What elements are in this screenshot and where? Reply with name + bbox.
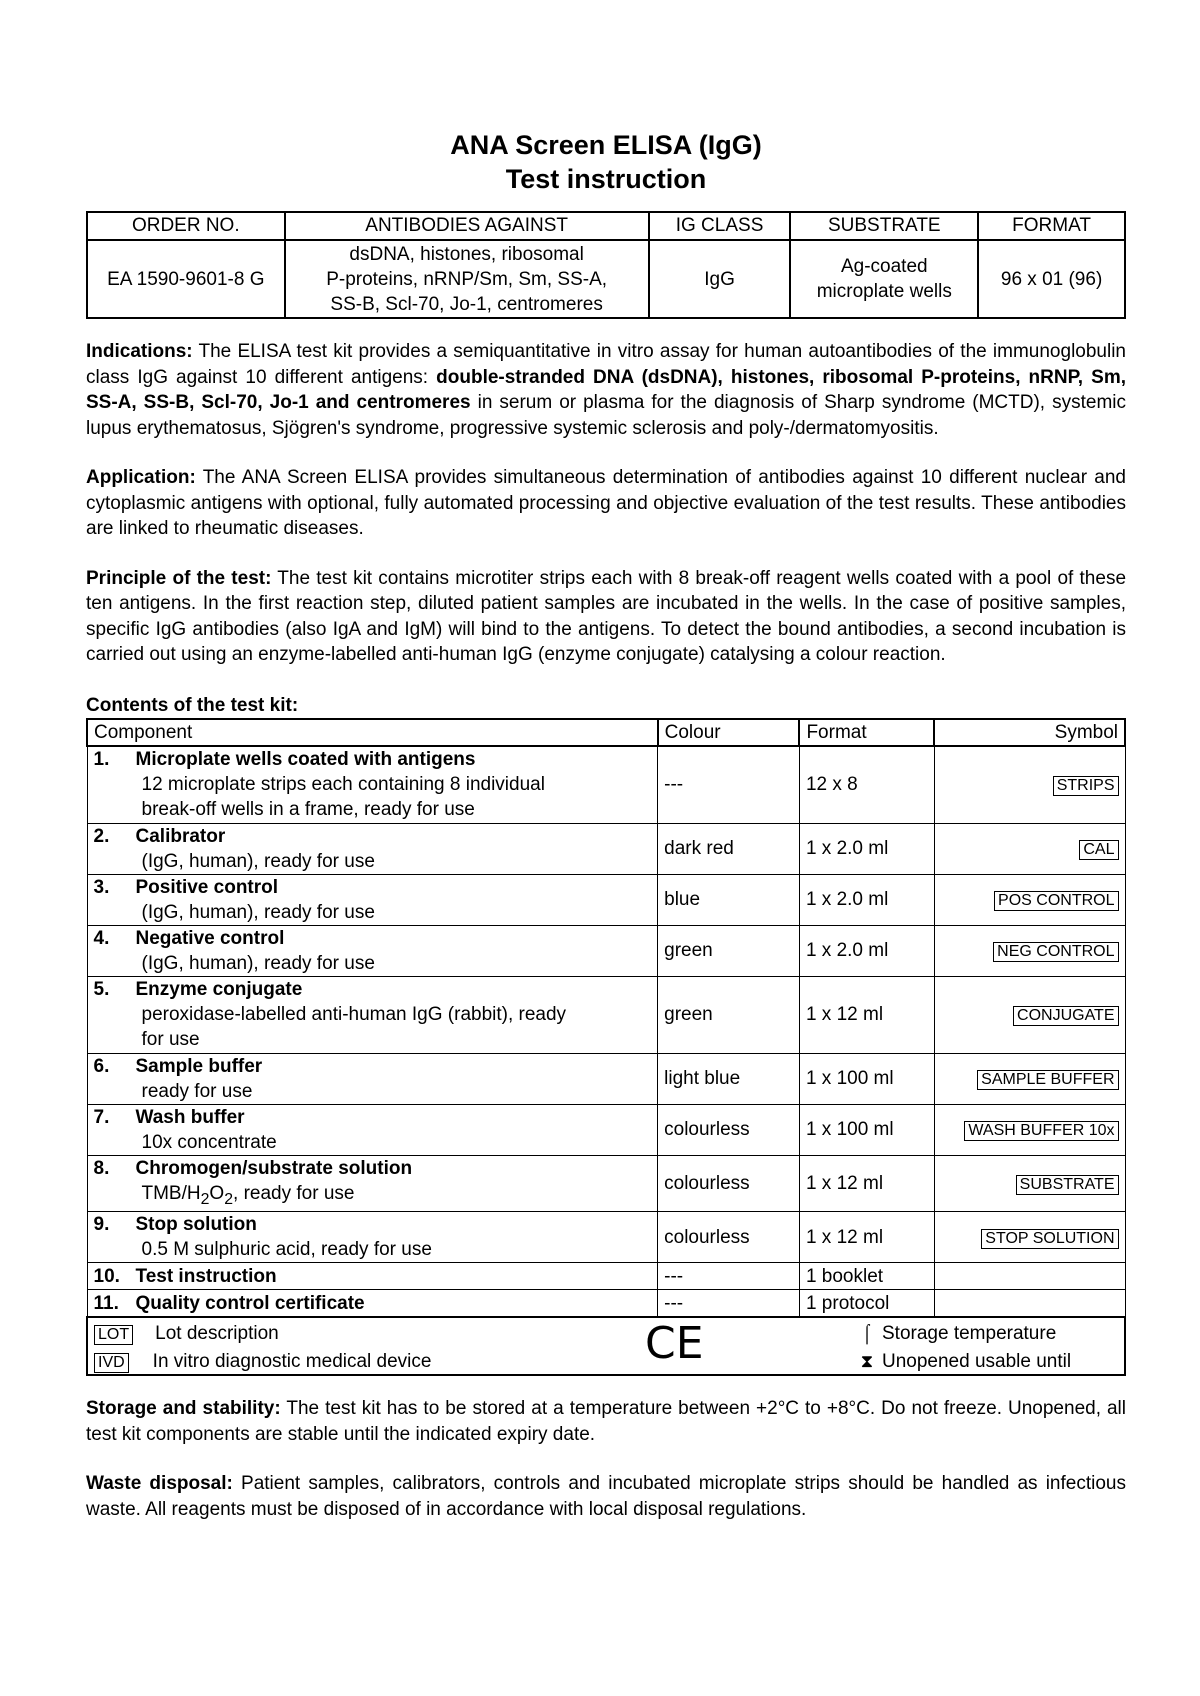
colour-cell: green bbox=[658, 976, 800, 1053]
order-table bbox=[86, 211, 1126, 319]
format-cell: 1 x 100 ml bbox=[799, 1053, 934, 1104]
component-desc: ready for use bbox=[141, 1080, 253, 1102]
component-desc: 12 microplate strips each containing 8 individual bbox=[141, 774, 545, 795]
symbol-cell bbox=[934, 746, 1125, 824]
table-row bbox=[87, 925, 1125, 976]
substrate bbox=[790, 240, 978, 318]
symbol-box: CAL bbox=[1079, 840, 1118, 860]
component-cell bbox=[87, 1263, 658, 1290]
table-row bbox=[87, 746, 1125, 824]
order-header-antibodies: ANTIBODIES AGAINST bbox=[285, 212, 649, 240]
item-number: 4. bbox=[93, 927, 110, 949]
component-desc: (IgG, human), ready for use bbox=[141, 850, 375, 872]
legend-ivd bbox=[94, 1349, 431, 1374]
symbol-box: SAMPLE BUFFER bbox=[977, 1070, 1118, 1090]
component-cell bbox=[87, 925, 658, 976]
component-name: Calibrator bbox=[135, 825, 226, 847]
item-number: 8. bbox=[93, 1157, 110, 1179]
ig-class: IgG bbox=[649, 240, 791, 318]
table-row bbox=[87, 1155, 1125, 1212]
component-cell bbox=[87, 1104, 658, 1155]
ce-mark: CE bbox=[645, 1318, 704, 1370]
ivd-symbol: IVD bbox=[94, 1353, 129, 1373]
format-cell: 1 x 2.0 ml bbox=[799, 874, 934, 925]
component-cell bbox=[87, 1290, 658, 1318]
order-table-row bbox=[87, 240, 1125, 318]
component-desc bbox=[94, 1181, 355, 1212]
item-number: 11. bbox=[93, 1292, 119, 1314]
table-row bbox=[87, 874, 1125, 925]
antibodies-against bbox=[285, 240, 649, 318]
indications-paragraph bbox=[86, 339, 1126, 441]
principle-text: The test kit contains microtiter strips each with 8 break-off reagent wells coated with a pool of these ten antigens. In the first reaction step, diluted patient samples are incubated in the wells. In the case of positive samples, specific IgG antibodies (also IgA and IgM) will bind to the antigens. To detect the bound antibodies, a second incubation is carried out using an enzyme-labelled anti-human IgG (enzyme conjugate) catalysing a colour reaction. bbox=[86, 567, 1127, 665]
component-desc: 0.5 M sulphuric acid, ready for use bbox=[141, 1239, 432, 1261]
symbol-box: CONJUGATE bbox=[1013, 1006, 1118, 1026]
symbol-cell bbox=[934, 823, 1125, 874]
indications-text-end: in serum or plasma for the diagnosis of Sharp syndrome (MCTD), systemic lupus erythematosus, Sjögren's syndrome, progressive systemic sclerosis and poly-/dermatomyositis. bbox=[86, 392, 1126, 439]
component-name: Wash buffer bbox=[135, 1106, 245, 1128]
format-cell: 12 x 8 bbox=[799, 746, 934, 824]
antibodies-line: SS-B, Scl-70, Jo-1, centromeres bbox=[330, 293, 603, 315]
format-cell: 1 x 2.0 ml bbox=[799, 925, 934, 976]
substrate-line: microplate wells bbox=[816, 281, 952, 302]
component-cell bbox=[87, 874, 658, 925]
symbol-box: WASH BUFFER 10x bbox=[964, 1121, 1118, 1141]
component-cell bbox=[87, 746, 658, 824]
item-number: 2. bbox=[93, 825, 110, 847]
component-name: Stop solution bbox=[135, 1214, 257, 1236]
colour-cell: dark red bbox=[658, 823, 800, 874]
contents-heading: Contents of the test kit: bbox=[86, 694, 299, 716]
order-header-ig-class: IG CLASS bbox=[649, 212, 791, 240]
format: 96 x 01 (96) bbox=[978, 240, 1125, 318]
item-number: 6. bbox=[93, 1055, 110, 1077]
legend-cell bbox=[87, 1317, 1125, 1375]
symbol-cell bbox=[934, 976, 1125, 1053]
colour-cell: colourless bbox=[658, 1104, 800, 1155]
item-number: 7. bbox=[93, 1106, 110, 1128]
lot-description: Lot description bbox=[155, 1323, 279, 1345]
symbol-box: NEG CONTROL bbox=[993, 942, 1118, 962]
symbol-cell bbox=[934, 1212, 1125, 1263]
component-cell bbox=[87, 1212, 658, 1263]
order-header-format: FORMAT bbox=[978, 212, 1125, 240]
legend-storage bbox=[856, 1321, 1056, 1346]
substrate-line: Ag-coated bbox=[840, 256, 928, 277]
usable-description: Unopened usable until bbox=[882, 1351, 1072, 1373]
colour-cell: --- bbox=[658, 746, 800, 824]
component-name: Test instruction bbox=[135, 1265, 277, 1287]
principle-label: Principle of the test: bbox=[86, 567, 272, 589]
colour-cell: blue bbox=[658, 874, 800, 925]
table-row bbox=[87, 1212, 1125, 1263]
symbol-cell bbox=[934, 1263, 1125, 1290]
format-cell: 1 protocol bbox=[799, 1290, 934, 1318]
document-title: ANA Screen ELISA (IgG) bbox=[450, 130, 762, 160]
format-cell: 1 x 100 ml bbox=[799, 1104, 934, 1155]
table-row bbox=[87, 1053, 1125, 1104]
indications-label: Indications: bbox=[86, 341, 193, 362]
contents-header-row bbox=[87, 719, 1125, 746]
thermometer-icon: ⌠ bbox=[861, 1323, 873, 1344]
ivd-description: In vitro diagnostic medical device bbox=[152, 1351, 432, 1373]
table-row bbox=[87, 1263, 1125, 1290]
colour-cell: light blue bbox=[658, 1053, 800, 1104]
symbol-cell bbox=[934, 1104, 1125, 1155]
symbol-cell bbox=[934, 1053, 1125, 1104]
header-symbol: Symbol bbox=[934, 719, 1125, 746]
storage-description: Storage temperature bbox=[882, 1323, 1057, 1345]
antibodies-line: P-proteins, nRNP/Sm, Sm, SS-A, bbox=[326, 268, 608, 290]
component-name: Positive control bbox=[135, 876, 279, 898]
colour-cell: --- bbox=[658, 1290, 800, 1318]
order-table-header bbox=[87, 212, 1125, 240]
symbol-cell bbox=[934, 925, 1125, 976]
colour-cell: green bbox=[658, 925, 800, 976]
component-desc: (IgG, human), ready for use bbox=[141, 952, 375, 974]
format-cell: 1 booklet bbox=[799, 1263, 934, 1290]
component-name: Quality control certificate bbox=[135, 1292, 365, 1314]
indications-antigens: double-stranded DNA (dsDNA), histones, ribosomal P-proteins, nRNP, Sm, SS-A, SS-B, Scl-70, Jo-1 and centromeres bbox=[86, 366, 1126, 413]
document-subtitle: Test instruction bbox=[505, 164, 707, 194]
component-desc: for use bbox=[141, 1029, 200, 1050]
format-cell: 1 x 12 ml bbox=[799, 1212, 934, 1263]
storage-paragraph bbox=[86, 1396, 1126, 1447]
symbol-box: STRIPS bbox=[1053, 776, 1119, 796]
format-cell: 1 x 2.0 ml bbox=[799, 823, 934, 874]
colour-cell: colourless bbox=[658, 1155, 800, 1212]
header-format: Format bbox=[799, 719, 934, 746]
format-cell: 1 x 12 ml bbox=[799, 976, 934, 1053]
table-row bbox=[87, 1290, 1125, 1318]
symbol-box: POS CONTROL bbox=[994, 891, 1118, 911]
application-text: The ANA Screen ELISA provides simultaneous determination of antibodies against 10 different nuclear and cytoplasmic antigens with optional, fully automated processing and objective evaluation of the test results. These antibodies are linked to rheumatic diseases. bbox=[86, 467, 1126, 539]
symbol-cell bbox=[934, 1155, 1125, 1212]
component-desc: break-off wells in a frame, ready for use bbox=[141, 799, 475, 820]
component-cell bbox=[87, 1053, 658, 1104]
table-row bbox=[87, 823, 1125, 874]
indications-text: The ELISA test kit provides a semiquantitative in vitro assay for human autoantibodies of the immunoglobulin class IgG against 10 different antigens: bbox=[86, 341, 1126, 388]
waste-label: Waste disposal: bbox=[86, 1473, 233, 1495]
table-row bbox=[87, 1104, 1125, 1155]
formula-part: O bbox=[209, 1182, 225, 1204]
component-name: Chromogen/substrate solution bbox=[135, 1157, 413, 1179]
legend-usable bbox=[856, 1349, 1071, 1374]
component-name: Negative control bbox=[135, 927, 285, 949]
colour-cell: colourless bbox=[658, 1212, 800, 1263]
symbol-box: STOP SOLUTION bbox=[981, 1229, 1118, 1249]
order-no: EA 1590-9601-8 G bbox=[87, 240, 285, 318]
document-page bbox=[86, 128, 1126, 1522]
lot-symbol: LOT bbox=[94, 1325, 133, 1345]
formula-subscript: 2 bbox=[200, 1190, 210, 1208]
header-component: Component bbox=[87, 719, 658, 746]
antibodies-line: dsDNA, histones, ribosomal bbox=[349, 243, 584, 265]
component-cell bbox=[87, 1155, 658, 1212]
order-header-order-no: ORDER NO. bbox=[87, 212, 285, 240]
principle-paragraph bbox=[86, 566, 1126, 668]
symbol-box: SUBSTRATE bbox=[1016, 1175, 1119, 1195]
component-cell bbox=[87, 976, 658, 1053]
table-row bbox=[87, 976, 1125, 1053]
formula-part: TMB/H bbox=[141, 1182, 201, 1204]
order-header-substrate: SUBSTRATE bbox=[790, 212, 978, 240]
legend-lot bbox=[94, 1321, 279, 1346]
application-label: Application: bbox=[86, 467, 196, 488]
component-cell bbox=[87, 823, 658, 874]
storage-label: Storage and stability: bbox=[86, 1398, 281, 1420]
storage-text: The test kit has to be stored at a temperature between +2°C to +8°C. Do not freeze. Unopened, all test kit components are stable until the indicated expiry date. bbox=[86, 1398, 1127, 1445]
legend-row bbox=[87, 1317, 1125, 1375]
format-cell: 1 x 12 ml bbox=[799, 1155, 934, 1212]
hourglass-icon: ⧗ bbox=[860, 1351, 874, 1372]
waste-text: Patient samples, calibrators, controls and incubated microplate strips should be handled as infectious waste. All reagents must be disposed of in accordance with local disposal regulations. bbox=[86, 1473, 1126, 1520]
legend bbox=[88, 1318, 1124, 1374]
symbol-cell bbox=[934, 874, 1125, 925]
component-name: Enzyme conjugate bbox=[135, 979, 303, 1000]
component-desc: 10x concentrate bbox=[141, 1131, 277, 1153]
item-number: 1. bbox=[93, 749, 110, 770]
header-colour: Colour bbox=[658, 719, 800, 746]
component-name: Sample buffer bbox=[135, 1055, 263, 1077]
formula-part: , ready for use bbox=[233, 1182, 355, 1204]
component-name: Microplate wells coated with antigens bbox=[135, 749, 476, 770]
contents-table bbox=[86, 718, 1126, 1377]
symbol-cell bbox=[934, 1290, 1125, 1318]
application-paragraph bbox=[86, 465, 1126, 542]
item-number: 3. bbox=[93, 876, 110, 898]
waste-paragraph bbox=[86, 1471, 1126, 1522]
formula-subscript: 2 bbox=[224, 1190, 234, 1208]
component-desc: (IgG, human), ready for use bbox=[141, 901, 375, 923]
item-number: 10. bbox=[93, 1265, 120, 1287]
item-number: 9. bbox=[93, 1214, 110, 1236]
colour-cell: --- bbox=[658, 1263, 800, 1290]
item-number: 5. bbox=[93, 979, 110, 1000]
component-desc: peroxidase-labelled anti-human IgG (rabbit), ready bbox=[141, 1004, 567, 1025]
